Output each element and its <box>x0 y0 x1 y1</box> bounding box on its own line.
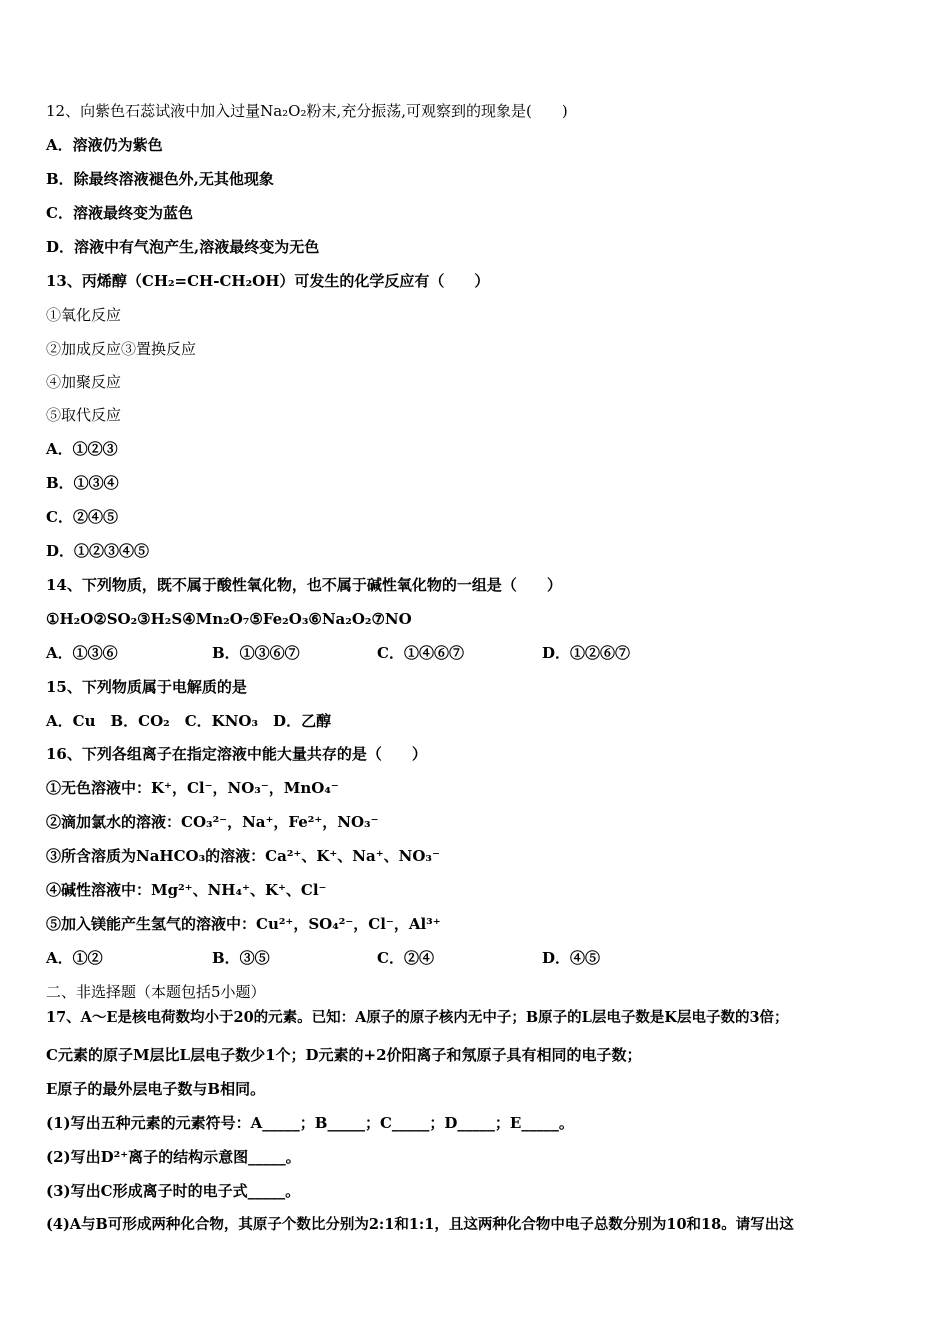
q12-stem: 12、向紫色石蕊试液中加入过量Na₂O₂粉末,充分振荡,可观察到的现象是( ) <box>46 102 568 120</box>
q17-part-3: (3)写出C形成离子时的电子式_____。 <box>46 1182 301 1200</box>
q16-option-d: D．④⑤ <box>542 949 601 967</box>
q15-options: A．Cu B．CO₂ C．KNO₃ D．乙醇 <box>46 712 332 730</box>
q17-part-4: (4)A与B可形成两种化合物，其原子个数比分别为2:1和1:1，且这两种化合物中电子总数分别为10和18。请写出这 <box>46 1216 794 1233</box>
q17-line-3: E原子的最外层电子数与B相同。 <box>46 1080 266 1098</box>
q16-option-b: B．③⑤ <box>212 949 270 967</box>
q12-option-d: D．溶液中有气泡产生,溶液最终变为无色 <box>46 238 320 256</box>
q15-stem: 15、下列物质属于电解质的是 <box>46 678 247 696</box>
q17-line-2: C元素的原子M层比L层电子数少1个；D元素的+2价阳离子和氖原子具有相同的电子数； <box>46 1046 642 1064</box>
q13-item-4: ⑤取代反应 <box>46 406 122 424</box>
q13-item-2: ②加成反应③置换反应 <box>46 340 197 358</box>
section-heading: 二、非选择题（本题包括5小题） <box>46 983 266 1001</box>
q16-item-5: ⑤加入镁能产生氢气的溶液中：Cu²⁺，SO₄²⁻，Cl⁻，Al³⁺ <box>46 915 441 933</box>
q13-item-1: ①氧化反应 <box>46 306 122 324</box>
q14-option-d: D．①②⑥⑦ <box>542 644 631 662</box>
q12-option-b: B．除最终溶液褪色外,无其他现象 <box>46 170 274 188</box>
q13-option-b: B．①③④ <box>46 474 119 492</box>
q13-option-a: A．①②③ <box>46 440 118 458</box>
q13-option-d: D．①②③④⑤ <box>46 542 150 560</box>
q13-item-3: ④加聚反应 <box>46 373 122 391</box>
q16-option-c: C．②④ <box>377 949 434 967</box>
q14-option-a: A．①③⑥ <box>46 644 118 662</box>
q17-part-1: (1)写出五种元素的元素符号：A_____；B_____；C_____；D_____；E_____。 <box>46 1114 574 1132</box>
q13-option-c: C．②④⑤ <box>46 508 118 526</box>
q14-stem: 14、下列物质，既不属于酸性氧化物，也不属于碱性氧化物的一组是（ ） <box>46 576 562 594</box>
q16-item-1: ①无色溶液中：K⁺，Cl⁻，NO₃⁻，MnO₄⁻ <box>46 779 339 797</box>
q14-option-c: C．①④⑥⑦ <box>377 644 464 662</box>
q14-option-b: B．①③⑥⑦ <box>212 644 300 662</box>
q17-part-2: (2)写出D²⁺离子的结构示意图_____。 <box>46 1148 301 1166</box>
q16-option-a: A．①② <box>46 949 103 967</box>
q12-option-c: C．溶液最终变为蓝色 <box>46 204 193 222</box>
q16-item-3: ③所含溶质为NaHCO₃的溶液：Ca²⁺、K⁺、Na⁺、NO₃⁻ <box>46 847 440 865</box>
q16-stem: 16、下列各组离子在指定溶液中能大量共存的是（ ） <box>46 745 427 763</box>
q13-stem: 13、丙烯醇（CH₂=CH-CH₂OH）可发生的化学反应有（ ） <box>46 272 490 290</box>
q17-line-1: 17、A～E是核电荷数均小于20的元素。已知：A原子的原子核内无中子；B原子的L层电子数是K层电子数的3倍； <box>46 1009 789 1026</box>
q16-item-4: ④碱性溶液中：Mg²⁺、NH₄⁺、K⁺、Cl⁻ <box>46 881 327 899</box>
q14-list: ①H₂O②SO₂③H₂S④Mn₂O₇⑤Fe₂O₃⑥Na₂O₂⑦NO <box>46 610 412 628</box>
q16-item-2: ②滴加氯水的溶液：CO₃²⁻，Na⁺，Fe²⁺，NO₃⁻ <box>46 813 379 831</box>
q12-option-a: A．溶液仍为紫色 <box>46 136 163 154</box>
